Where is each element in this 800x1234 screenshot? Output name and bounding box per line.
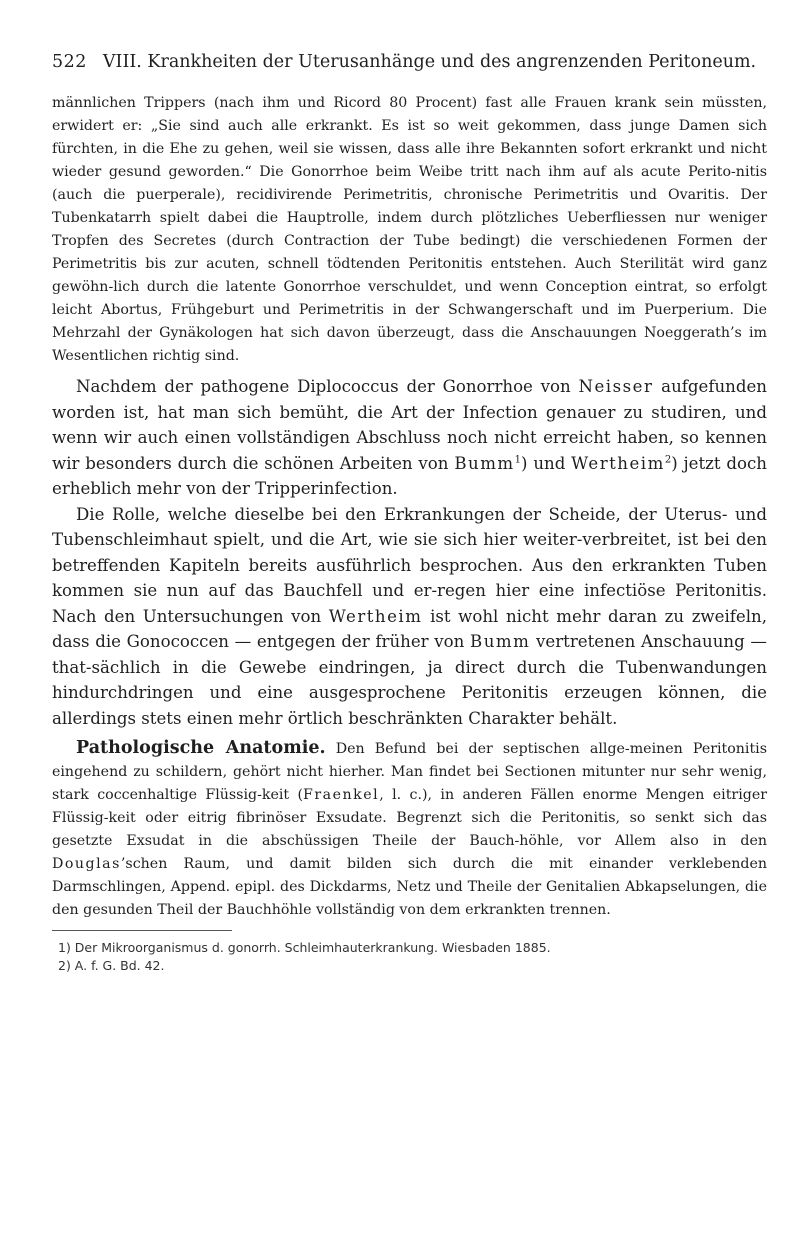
paragraph-3-text-a: Die Rolle, welche dieselbe bei den Erkrankungen der Scheide, der Uterus- und Tubenschleimhaut spielt, und die Art, wie sie sich hier weiter-verbreitet, ist bei den betreffenden Kapiteln bereits ausführlich besprochen. Aus den erkrankten Tuben kommen sie nun auf das Bauchfell und er-regen hier eine infectiöse Peritonitis. Nach den Untersuchungen von: [52, 504, 767, 626]
footnote-divider: [52, 930, 232, 931]
paragraph-2: [52, 374, 767, 502]
footnote-1: 1) Der Mikroorganismus d. gonorrh. Schleimhauterkrankung. Wiesbaden 1885.: [58, 940, 551, 955]
footnote-2: 2) A. f. G. Bd. 42.: [58, 958, 165, 973]
paragraph-4-text-b: , l. c.), in anderen Fällen enorme Mengen eitriger Flüssig-keit oder eitrig fibrinöser Exsudate. Begrenzt sich die Peritonitis, so senkt sich das gesetzte Exsudat in die abschüssigen Theile der Bauch-höhle, vor Allem also in den: [52, 787, 767, 849]
author-wertheim-2: Wertheim: [328, 606, 423, 626]
document-page: [52, 50, 767, 975]
paragraph-1: männlichen Trippers (nach ihm und Ricord 80 Procent) fast alle Frauen krank sein müssten, erwidert er: „Sie sind auch alle erkrankt. Es ist so weit gekommen, dass junge Damen sich fürchten, in die Ehe zu gehen, weil sie wissen, dass alle ihre Bekannten sofort erkrankt und nicht wieder gesund geworden.“ Die Gonorrhoe beim Weibe tritt nach ihm auf als acute Perito-nitis (auch die puerperale), recidivirende Perimetritis, chronische Perimetritis und Ovaritis. Der Tubenkatarrh spielt dabei die Hauptrolle, indem durch plötzliches Ueberfliessen nur weniger Tropfen des Secretes (durch Contraction der Tube bedingt) die verschiedenen Formen der Perimetritis bis zur acuten, schnell tödtenden Peritonitis entstehen. Auch Sterilität wird ganz gewöhn-lich durch die latente Gonorrhoe verschuldet, und wenn Conception eintrat, so erfolgt leicht Abortus, Frühgeburt und Perimetritis in der Schwangerschaft und im Puerperium. Die Mehrzahl der Gynäkologen hat sich davon überzeugt, dass die Anschauungen Noeggerath’s im Wesentlichen richtig sind.: [52, 95, 767, 364]
paragraph-2-text-b: aufgefunden worden ist, hat man sich bemüht, die Art der Infection genauer zu studiren, und wenn wir auch einen vollständigen Abschluss noch nicht erreicht haben, so kennen wir besonders durch die schönen Arbeiten von: [52, 377, 767, 473]
footnote-ref-2: 2: [664, 453, 672, 465]
paragraph-3-text-c: vertretenen Anschauung — that-sächlich in die Gewebe eindringen, ja direct durch die Tubenwandungen hindurchdringen und eine ausgesprochene Peritonitis erzeugen können, die allerdings stets einen mehr örtlich beschränkten Charakter behält.: [52, 632, 767, 728]
footnote-ref-1: 1: [514, 453, 522, 465]
paragraph-3-text-b: ist wohl nicht mehr daran zu zweifeln, dass die Gonococcen — entgegen der früher von: [52, 606, 767, 651]
paragraph-4-text-c: ’schen Raum, und damit bilden sich durch die mit einander verklebenden Darmschlingen, Append. epipl. des Dickdarms, Netz und Theile der Genitalien Abkapselungen, die den gesunden Theil der Bauchhöhle vollständig von dem erkrankten trennen.: [52, 856, 767, 918]
chapter-title: VIII. Krankheiten der Uterusanhänge und des angrenzenden Peritoneum.: [102, 52, 757, 72]
author-wertheim: Wertheim: [571, 453, 665, 473]
author-bumm-2: Bumm: [470, 632, 531, 651]
paragraph-3: [52, 502, 767, 732]
author-bumm: Bumm: [454, 453, 515, 473]
paragraph-2-text-d: ) jetzt doch erheblich mehr von der Tripperinfection.: [52, 453, 767, 498]
author-neisser: Neisser: [578, 377, 654, 396]
author-fraenkel: Fraenkel: [303, 787, 380, 803]
paragraph-2-text-c: ) und: [521, 453, 572, 473]
running-header: [52, 50, 767, 74]
page-number: 522: [52, 52, 87, 72]
paragraph-4-text-a: Den Befund bei der septischen allge-meinen Peritonitis eingehend zu schildern, gehört nicht hierher. Man findet bei Sectionen mitunter nur sehr wenig, stark coccenhaltige Flüssig-keit (: [52, 741, 767, 803]
section-heading: Pathologische Anatomie.: [76, 738, 326, 758]
paragraph-4: [52, 737, 767, 922]
author-douglas: Douglas: [52, 856, 121, 872]
paragraph-2-text-a: Nachdem der pathogene Diplococcus der Gonorrhoe von: [76, 377, 579, 396]
